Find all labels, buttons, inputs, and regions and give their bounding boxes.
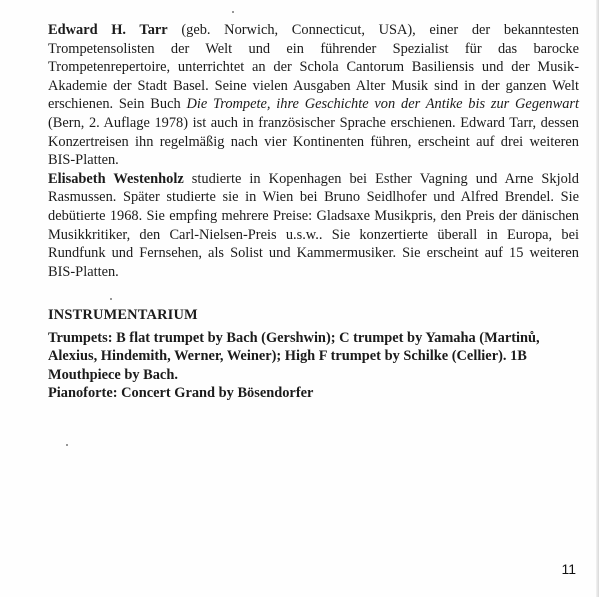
biography-section <box>48 21 579 281</box>
scan-speck <box>66 444 68 446</box>
tarr-text-1: (geb. Norwich, Connecticut, USA), einer der bekanntesten Trompetensolisten der Welt und ein führender Spezialist für das barocke Trompetenrepertoire, unterrichtet an der Schola Cantorum Basiliensis und der Musik-Akademie der Stadt Basel. Seine vielen Ausgaben Alter Musik sind in der ganzen Welt erschienen. Sein Buch <box>48 22 579 113</box>
pianoforte-line: Pianoforte: Concert Grand by Bösendorfer <box>48 385 314 402</box>
scan-speck <box>110 298 112 300</box>
westenholz-name: Elisabeth Westenholz <box>48 170 184 187</box>
trumpets-line: Trumpets: B flat trumpet by Bach (Gershwin); C trumpet by Yamaha (Martinů, Alexius, Hindemith, Werner, Weiner); High F trumpet by Schilke (Cellier). 1B Mouthpiece by Bach. <box>48 329 540 383</box>
tarr-biography <box>48 21 579 170</box>
instrumentarium-section <box>48 306 579 403</box>
page-number: 11 <box>561 561 576 577</box>
instrumentarium-heading: INSTRUMENTARIUM <box>48 307 198 323</box>
tarr-text-2: (Bern, 2. Auflage 1978) ist auch in französischer Sprache erschienen. Edward Tarr, dessen Konzertreisen ihn regelmäßig nach vier Kontinenten führen, erscheint auf drei weiteren BIS-Platten. <box>48 114 579 169</box>
tarr-book-title: Die Trompete, ihre Geschichte von der Antike bis zur Gegenwart <box>186 96 579 113</box>
scan-speck <box>232 11 234 13</box>
westenholz-biography <box>48 170 579 282</box>
tarr-name: Edward H. Tarr <box>48 22 168 38</box>
westenholz-text: studierte in Kopenhagen bei Esther Vagning und Arne Skjold Rasmussen. Später studierte sie in Wien bei Bruno Seidlhofer und Alfred Brendel. Sie debütierte 1968. Sie empfing mehrere Preise: Gladsaxe Musikpris, den Preis der dänischen Musikkritiker, den Carl-Nielsen-Preis u.s.w.. Sie konzertierte überall in Europa, bei Rundfunk und Fernsehen, als Solist und Kammermusiker. Sie erscheint auf 15 weiteren BIS-Platten. <box>48 170 579 280</box>
